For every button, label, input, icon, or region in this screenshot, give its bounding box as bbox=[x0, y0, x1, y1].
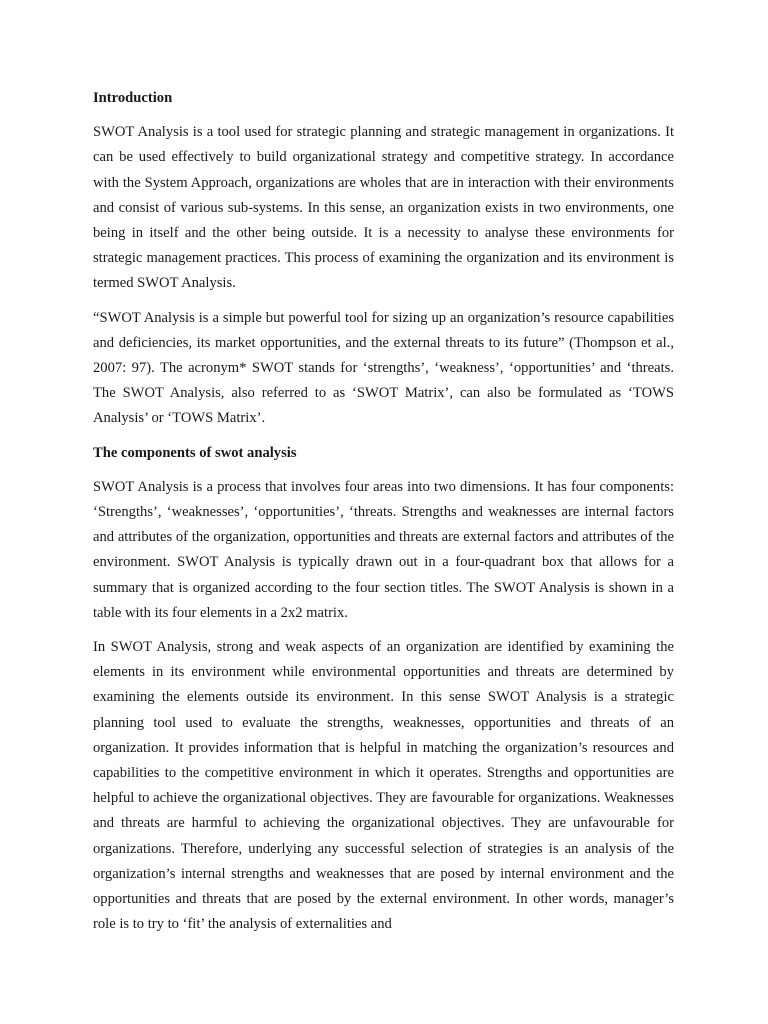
paragraph-components-2: In SWOT Analysis, strong and weak aspects of an organization are identified by examining the elements in its environment while environmental opportunities and threats are determined by examining the elements outside its environment. In this sense SWOT Analysis is a strategic planning tool used to evaluate the strengths, weaknesses, opportunities and threats of an organization. It provides information that is helpful in matching the organization’s resources and capabilities to the competitive environment in which it operates. Strengths and opportunities are helpful to achieve the organizational objectives. They are favourable for organizations. Weaknesses and threats are harmful to achieving the organizational objectives. They are unfavourable for organizations. Therefore, underlying any successful selection of strategies is an analysis of the organization’s internal strengths and weaknesses that are posed by internal environment and the opportunities and threats that are posed by the external environment. In other words, manager’s role is to try to ‘fit’ the analysis of externalities and bbox=[93, 639, 674, 933]
paragraph-intro-2: “SWOT Analysis is a simple but powerful tool for sizing up an organization’s resource capabilities and deficiencies, its market opportunities, and the external threats to its future” (Thompson et al., 2007: 97). The acronym* SWOT stands for ‘strengths’, ‘weakness’, ‘opportunities’ and ‘threats. The SWOT Analysis, also referred to as ‘SWOT Matrix’, can also be formulated as ‘TOWS Analysis’ or ‘TOWS Matrix’. bbox=[93, 309, 674, 427]
heading-components: The components of swot analysis bbox=[93, 444, 297, 461]
paragraph-intro-1: SWOT Analysis is a tool used for strategic planning and strategic management in organizations. It can be used effectively to build organizational strategy and competitive strategy. In accordance with the System Approach, organizations are wholes that are in interaction with their environments and consist of various sub-systems. In this sense, an organization exists in two environments, one being in itself and the other being outside. It is a necessity to analyse these environments for strategic management practices. This process of examining the organization and its environment is termed SWOT Analysis. bbox=[93, 124, 674, 292]
document-body bbox=[93, 86, 674, 947]
paragraph-components-1: SWOT Analysis is a process that involves four areas into two dimensions. It has four components: ‘Strengths’, ‘weaknesses’, ‘opportunities’, ‘threats. Strengths and weaknesses are internal factors and attributes of the organization, opportunities and threats are external factors and attributes of the environment. SWOT Analysis is typically drawn out in a four-quadrant box that allows for a summary that is organized according to the four section titles. The SWOT Analysis is shown in a table with its four elements in a 2x2 matrix. bbox=[93, 478, 674, 621]
heading-introduction: Introduction bbox=[93, 90, 173, 106]
